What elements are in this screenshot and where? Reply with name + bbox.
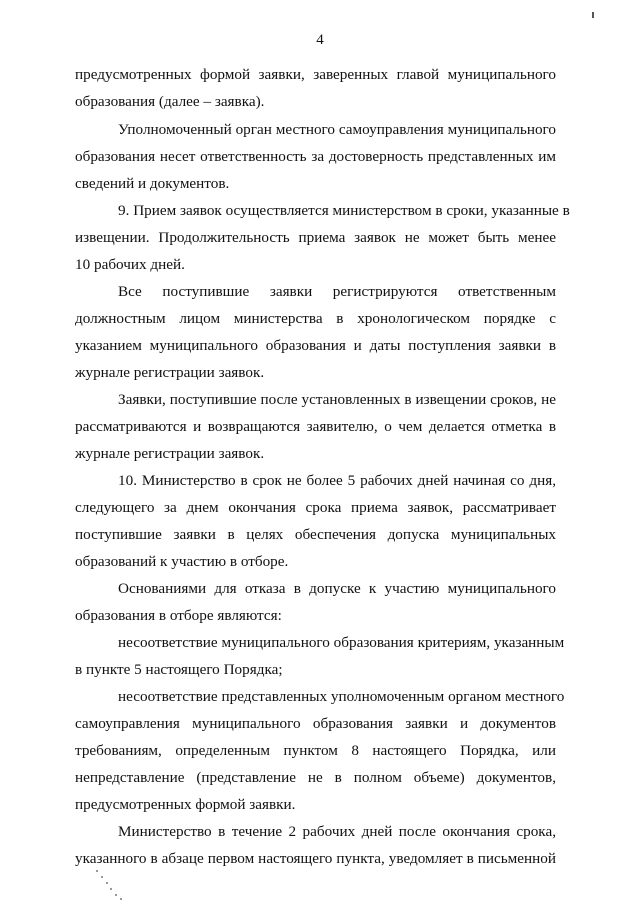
text-line: самоуправления муниципального образования заявки и документов bbox=[75, 715, 556, 732]
text-line: журнале регистрации заявок. bbox=[75, 445, 265, 462]
text-line: в пункте 5 настоящего Порядка; bbox=[75, 661, 283, 678]
text-line: предусмотренных формой заявки. bbox=[75, 796, 296, 813]
scan-mark bbox=[592, 12, 594, 18]
text-line: 10 рабочих дней. bbox=[75, 256, 185, 273]
text-line: рассматриваются и возвращаются заявителю, о чем делается отметка в bbox=[75, 418, 556, 435]
text-line: непредставление (представление не в полном объеме) документов, bbox=[75, 769, 556, 786]
text-line: Министерство в течение 2 рабочих дней после окончания срока, bbox=[118, 823, 556, 840]
text-line: несоответствие представленных уполномоченным органом местного bbox=[118, 688, 565, 705]
text-line: 9. Прием заявок осуществляется министерством в сроки, указанные в bbox=[118, 202, 570, 219]
text-line: образования (далее – заявка). bbox=[75, 93, 265, 110]
text-line: Заявки, поступившие после установленных в извещении сроков, не bbox=[118, 391, 556, 408]
text-line: следующего за днем окончания срока приема заявок, рассматривает bbox=[75, 499, 556, 516]
text-line: образования в отборе являются: bbox=[75, 607, 282, 624]
text-line: несоответствие муниципального образования критериям, указанным bbox=[118, 634, 565, 651]
text-line: извещении. Продолжительность приема заявок не может быть менее bbox=[75, 229, 556, 246]
text-line: Все поступившие заявки регистрируются ответственным bbox=[118, 283, 556, 300]
text-line: предусмотренных формой заявки, заверенных главой муниципального bbox=[75, 66, 556, 83]
text-line: указанного в абзаце первом настоящего пункта, уведомляет в письменной bbox=[75, 850, 556, 867]
text-line: должностным лицом министерства в хронологическом порядке с bbox=[75, 310, 556, 327]
text-line: указанием муниципального образования и даты поступления заявки в bbox=[75, 337, 556, 354]
text-line: поступившие заявки в целях обеспечения допуска муниципальных bbox=[75, 526, 556, 543]
text-line: образований к участию в отборе. bbox=[75, 553, 289, 570]
text-line: журнале регистрации заявок. bbox=[75, 364, 265, 381]
text-line: требованиям, определенным пунктом 8 настоящего Порядка, или bbox=[75, 742, 556, 759]
text-line: образования несет ответственность за достоверность представленных им bbox=[75, 148, 556, 165]
text-line: 10. Министерство в срок не более 5 рабочих дней начиная со дня, bbox=[118, 472, 556, 489]
text-line: Уполномоченный орган местного самоуправления муниципального bbox=[118, 121, 556, 138]
page-number: 4 bbox=[316, 32, 324, 48]
text-line: сведений и документов. bbox=[75, 175, 230, 192]
text-line: Основаниями для отказа в допуске к участию муниципального bbox=[118, 580, 556, 597]
